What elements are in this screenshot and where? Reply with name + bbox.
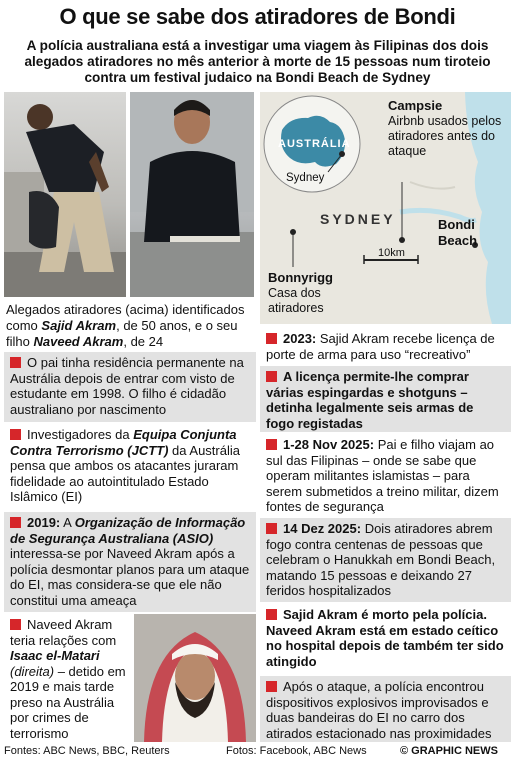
footer-sources: Fontes: ABC News, BBC, Reuters (4, 745, 170, 757)
photo-caption (6, 302, 256, 350)
timeline-outcome-text: Sajid Akram é morto pela polícia. Naveed Akram está em estado ceítico no hospital depois de também ter sido atingido (266, 607, 504, 669)
inset-country-label: AUSTRÁLIA (278, 138, 351, 150)
caption-text-end: , de 24 (123, 334, 164, 349)
page-title: O que se sabe dos atiradores de Bondi (59, 4, 456, 29)
fact-el-matari-pre: Naveed Akram teria relações com (10, 617, 117, 648)
fact-asio-org: Organização de Informação de Segurança Australiana (ASIO) (10, 515, 246, 546)
photo-naveed-akram (130, 92, 254, 297)
bonnyrigg-label (268, 270, 358, 316)
fact-el-matari (4, 614, 132, 742)
timeline-philippines-text: Pai e filho viajam ao sul das Filipinas – onde se sabe que operam militantes islamistas – para serem submetidos a treino militar, dizem fontes de segurança (266, 437, 499, 514)
timeline-licence (260, 366, 511, 432)
photo-sajid-akram (4, 92, 126, 297)
bullet-square-icon (10, 357, 21, 368)
bondi-label (438, 217, 508, 249)
fact-el-matari-name: Isaac el-Matari (10, 648, 100, 663)
fact-asio-pre: A (63, 515, 72, 530)
bullet-square-icon (266, 333, 277, 344)
fact-el-matari-post: – detido em 2019 e mais tarde preso na Austrália por crimes de terrorismo (10, 663, 126, 741)
timeline-2023 (260, 328, 511, 364)
footer-brand: © GRAPHIC NEWS (400, 745, 498, 757)
fact-jctt-pre: Investigadores da (27, 427, 130, 442)
bonnyrigg-desc: Casa dos atiradores (268, 286, 324, 315)
timeline-outcome (260, 604, 511, 674)
scale-label: 10km (378, 247, 405, 259)
campsie-label (388, 98, 506, 159)
timeline-explosives (260, 676, 511, 742)
fact-jctt-post: da Austrália pensa que ambos os atacantes juraram fidelidade ao autointitulado Estado Islâmico (EI) (10, 442, 240, 504)
photo-isaac-el-matari (134, 614, 256, 742)
fact-el-matari-dir: (direita) (10, 663, 55, 679)
bullet-square-icon (10, 619, 21, 630)
bullet-square-icon (10, 429, 21, 440)
fact-asio-year: 2019: (27, 515, 61, 530)
caption-name-sajid: Sajid Akram (41, 318, 117, 333)
caption-text: Alegados atiradores (acima) identificados como (6, 302, 245, 333)
timeline-attack (260, 518, 511, 602)
timeline-philippines (260, 434, 511, 516)
timeline-philippines-date: 1-28 Nov 2025: (283, 437, 375, 452)
city-label: SYDNEY (320, 211, 396, 227)
fact-asio-post: interessa-se por Naveed Akram após a polícia desmontar planos para um ataque do EI, mas considera-se que ele não constitui uma ameaça (10, 546, 250, 608)
bonnyrigg-title: Bonnyrigg (268, 270, 333, 285)
fact-residency-text: O pai tinha residência permanente na Austrália depois de entrar com visto de estudante em 1998. O filho é cidadão australiano por nascimento (10, 355, 244, 417)
timeline-attack-date: 14 Dez 2025: (283, 521, 362, 536)
fact-residency (4, 352, 256, 422)
timeline-2023-text: Sajid Akram recebe licença de porte de arma para uso “recreativo” (266, 331, 495, 362)
campsie-desc: Airbnb usados pelos atiradores antes do ataque (388, 114, 502, 158)
caption-text-mid: , de 50 anos, e o seu filho (6, 318, 238, 349)
sydney-map (260, 92, 511, 324)
page-subtitle: A polícia australiana está a investigar uma viagem às Filipinas dos dois alegados atiradores no mês anterior à morte de 15 pessoas num tiroteio contra um festival judaico na Bondi Beach de Sydney (24, 38, 491, 85)
fact-asio (4, 512, 256, 612)
footer-photos: Fotos: Facebook, ABC News (226, 745, 367, 757)
bullet-square-icon (266, 523, 277, 534)
timeline-2023-year: 2023: (283, 331, 317, 346)
timeline-explosives-text: Após o ataque, a polícia encontrou dispositivos explosivos improvisados e duas bandeiras do EI no carro dos atirados estacionado nas proximidades (266, 679, 492, 741)
inset-city-label: Sydney (286, 172, 325, 184)
bullet-square-icon (266, 371, 277, 382)
bullet-square-icon (266, 439, 277, 450)
fact-jctt-org: Equipa Conjunta Contra Terrorismo (JCTT) (10, 427, 237, 458)
caption-name-naveed: Naveed Akram (33, 334, 124, 349)
timeline-attack-text: Dois atiradores abrem fogo contra centenas de pessoas que celebram o Hanukkah em Bondi Beach, matando 15 pessoas e deixando 27 feridos hospitalizados (266, 521, 496, 598)
bondi-title: Bondi Beach (438, 217, 478, 248)
campsie-title: Campsie (388, 98, 443, 113)
timeline-licence-text: A licença permite-lhe comprar várias espingardas e shotguns – detinha legalmente seis armas de fogo registadas (266, 369, 474, 431)
bullet-square-icon (266, 681, 277, 692)
fact-jctt (4, 424, 256, 510)
bullet-square-icon (266, 609, 277, 620)
bullet-square-icon (10, 517, 21, 528)
